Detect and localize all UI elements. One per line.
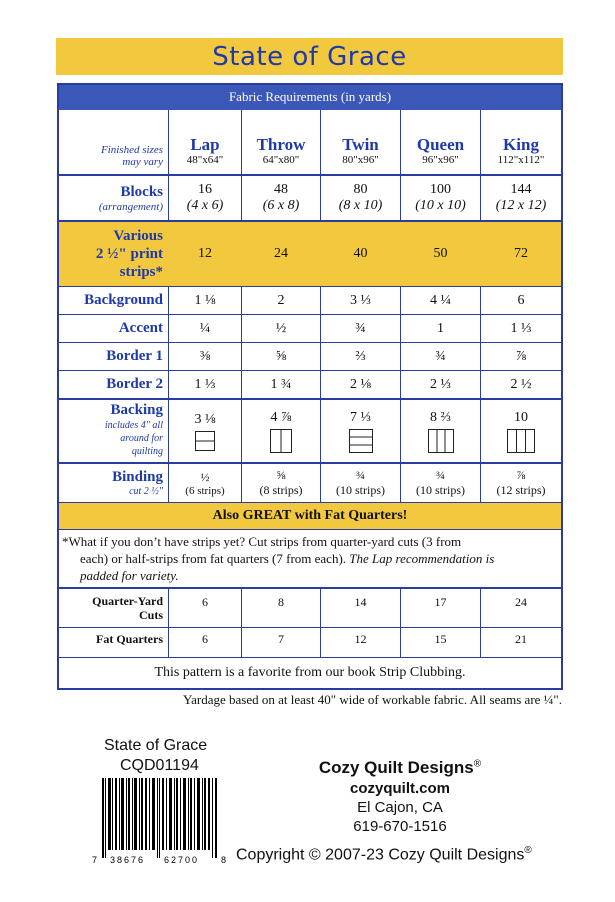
note-text: each) or half-strips from fat quarters (7 from each).	[80, 551, 350, 566]
blocks-cell	[242, 176, 320, 220]
cell-arrangement: (12 x 12)	[495, 198, 547, 213]
backing-cell	[242, 400, 320, 462]
backing-cell	[169, 400, 241, 462]
cell-value: 4 ⅞	[270, 409, 292, 425]
blocks-cell	[169, 176, 241, 220]
book-text: .	[462, 665, 466, 680]
strips-cell: 72	[514, 246, 528, 261]
row-label-accent: Accent	[118, 320, 163, 336]
column-header-queen	[401, 136, 480, 174]
cell-arrangement: (6 x 8)	[262, 198, 300, 213]
column-size: 96"x96"	[422, 154, 459, 166]
row-sublabel: includes 4" all	[104, 420, 163, 431]
row-label-text: Quarter-Yard	[92, 594, 163, 608]
cell-strips: (6 strips)	[185, 484, 225, 497]
accent-cell: 1 ⅓	[510, 320, 532, 336]
row-sublabel: (arrangement)	[98, 200, 163, 213]
cell-value: 144	[510, 182, 532, 197]
blocks-cell	[401, 176, 480, 220]
row-label-text: Backing	[110, 402, 163, 418]
fat-quarters-cell: 15	[434, 631, 447, 646]
border2-cell: 2 ⅛	[350, 376, 371, 392]
backing-cell	[481, 400, 561, 462]
barcode-digits: 62700	[164, 855, 200, 865]
border1-cell: ⅝	[275, 348, 287, 364]
quarter-yard-cell: 14	[354, 594, 367, 609]
fat-quarters-banner: Also GREAT with Fat Quarters!	[59, 503, 561, 529]
accent-cell: 1	[437, 320, 444, 336]
row-label-text: Various	[113, 228, 163, 244]
row-label-background: Background	[84, 292, 163, 308]
cell-value: 48	[274, 182, 288, 197]
background-cell: 2	[277, 292, 285, 308]
fat-quarters-cell: 6	[202, 631, 208, 646]
cell-value: ¾	[436, 468, 445, 482]
row-sublabel: around for	[120, 433, 163, 444]
cell-value: 16	[198, 182, 212, 197]
accent-cell: ½	[275, 320, 287, 336]
column-name: Throw	[256, 135, 306, 154]
cell-arrangement: (10 x 10)	[415, 198, 466, 213]
backing-cell	[401, 400, 480, 462]
company-brand-line	[300, 758, 500, 778]
backing-panels-icon	[195, 431, 215, 451]
corner-note	[59, 112, 167, 174]
background-cell: 3 ⅓	[350, 292, 371, 308]
registered-mark: ®	[473, 758, 482, 770]
cell-value: ½	[200, 469, 210, 484]
quarter-yard-cell: 24	[515, 594, 527, 609]
border1-cell: ⅜	[199, 348, 211, 364]
row-label-binding	[59, 464, 167, 502]
cell-strips: (12 strips)	[496, 483, 546, 497]
product-name: State of Grace	[104, 737, 208, 754]
quarter-yard-cell: 6	[202, 594, 208, 609]
page-title: State of Grace	[212, 41, 407, 72]
cell-value: ⅝	[276, 468, 286, 482]
book-title: Strip Clubbing	[379, 665, 463, 680]
column-name: King	[503, 135, 539, 154]
registered-mark: ®	[524, 845, 532, 856]
cell-strips: (10 strips)	[416, 483, 465, 497]
column-size: 48"x64"	[186, 154, 224, 166]
backing-panels-icon	[349, 429, 373, 453]
row-label-text: Cuts	[138, 608, 163, 622]
row-label-text: 2 ½" print	[95, 246, 163, 262]
product-code: CQD01194	[120, 757, 199, 774]
column-size: 112"x112"	[497, 154, 545, 166]
company-name: Cozy Quilt Designs	[318, 758, 474, 777]
cell-value: ⅞	[516, 468, 526, 482]
column-size: 80"x96"	[342, 154, 379, 166]
row-sublabel: cut 2 ½"	[129, 486, 163, 497]
cell-value: 8 ⅔	[430, 409, 451, 425]
title-bar	[56, 38, 563, 75]
binding-cell	[242, 464, 320, 502]
accent-cell: ¼	[199, 320, 211, 336]
company-website: cozyquilt.com	[349, 780, 450, 797]
row-label-quarter-yard	[59, 589, 167, 627]
border1-cell: ⅔	[355, 348, 366, 364]
book-mention	[59, 658, 561, 688]
column-name: Twin	[342, 135, 379, 154]
company-phone: 619-670-1516	[353, 818, 447, 835]
book-text: This pattern is a favorite from our book	[154, 665, 380, 680]
cell-value: 7 ⅓	[350, 409, 371, 425]
barcode-digit: 7	[92, 855, 98, 865]
barcode-digits: 38676	[110, 855, 146, 865]
row-label-backing	[59, 400, 167, 462]
background-cell: 6	[517, 292, 525, 308]
copyright	[236, 845, 532, 864]
binding-cell	[401, 464, 480, 502]
border2-cell: 2 ½	[510, 376, 532, 392]
column-size: 64"x80"	[262, 154, 300, 166]
cell-value: 100	[430, 182, 451, 197]
row-label-text: Blocks	[120, 183, 163, 200]
row-label-border2: Border 2	[106, 376, 163, 392]
cell-value: ¾	[356, 468, 365, 482]
cell-value: 3 ⅛	[194, 411, 216, 427]
fat-quarters-cell: 7	[278, 631, 284, 646]
cell-value: 80	[353, 182, 368, 197]
strips-cell: 12	[198, 246, 212, 261]
row-label-text: Binding	[112, 469, 163, 485]
barcode	[90, 776, 230, 866]
background-cell: 4 ¼	[430, 292, 451, 308]
column-header-lap	[169, 136, 241, 174]
corner-note-line: Finished sizes	[100, 144, 163, 156]
border2-cell: 1 ¾	[270, 376, 292, 392]
note-italic: The Lap recommendation is	[349, 551, 495, 566]
copyright-text: Copyright © 2007-23 Cozy Quilt Designs	[236, 846, 525, 864]
row-sublabel: quilting	[131, 446, 163, 457]
corner-note-line: may vary	[122, 156, 163, 168]
row-label-text: strips*	[119, 264, 163, 280]
column-name: Lap	[190, 135, 220, 154]
strips-note	[62, 533, 558, 584]
fat-quarters-cell: 12	[354, 631, 367, 646]
cell-arrangement: (4 x 6)	[186, 198, 224, 213]
binding-cell	[169, 464, 241, 502]
column-name: Queen	[416, 135, 465, 154]
blocks-cell	[321, 176, 400, 220]
row-label-strips	[59, 222, 167, 286]
binding-cell	[321, 464, 400, 502]
background-cell: 1 ⅛	[194, 292, 216, 308]
table-header: Fabric Requirements (in yards)	[57, 83, 563, 110]
backing-panels-icon	[428, 429, 454, 453]
backing-cell	[321, 400, 400, 462]
border1-cell: ⅞	[515, 348, 527, 364]
note-line: *What if you don’t have strips yet? Cut strips from quarter-yard cuts (3 from	[62, 534, 462, 549]
strips-cell: 50	[433, 246, 448, 261]
cell-value: 10	[514, 409, 528, 425]
border2-cell: 1 ⅓	[194, 376, 216, 392]
row-label-blocks	[59, 176, 167, 220]
barcode-digit: 8	[221, 855, 227, 865]
row-label-border1: Border 1	[106, 348, 163, 364]
accent-cell: ¾	[355, 320, 366, 336]
border1-cell: ¾	[435, 348, 446, 364]
strips-cell: 40	[353, 246, 368, 261]
note-italic: padded for variety.	[80, 568, 179, 583]
company-city: El Cajon, CA	[357, 799, 443, 816]
blocks-cell	[481, 176, 561, 220]
company-info	[300, 756, 500, 835]
yardage-note: Yardage based on at least 40" wide of workable fabric. All seams are ¼".	[183, 692, 562, 707]
note-line	[62, 550, 558, 567]
border2-cell: 2 ⅓	[430, 376, 451, 392]
column-header-twin	[321, 136, 400, 174]
backing-panels-icon	[507, 429, 535, 453]
cell-strips: (10 strips)	[336, 483, 385, 497]
fat-quarters-cell: 21	[515, 631, 527, 646]
column-header-throw	[242, 136, 320, 174]
cell-strips: (8 strips)	[259, 483, 303, 497]
backing-panels-icon	[270, 429, 292, 453]
column-header-king	[481, 136, 561, 174]
quarter-yard-cell: 8	[278, 594, 284, 609]
binding-cell	[481, 464, 561, 502]
quarter-yard-cell: 17	[434, 594, 447, 609]
cell-arrangement: (8 x 10)	[338, 198, 383, 213]
strips-cell: 24	[274, 246, 288, 261]
row-label-fat-quarters: Fat Quarters	[96, 631, 163, 646]
